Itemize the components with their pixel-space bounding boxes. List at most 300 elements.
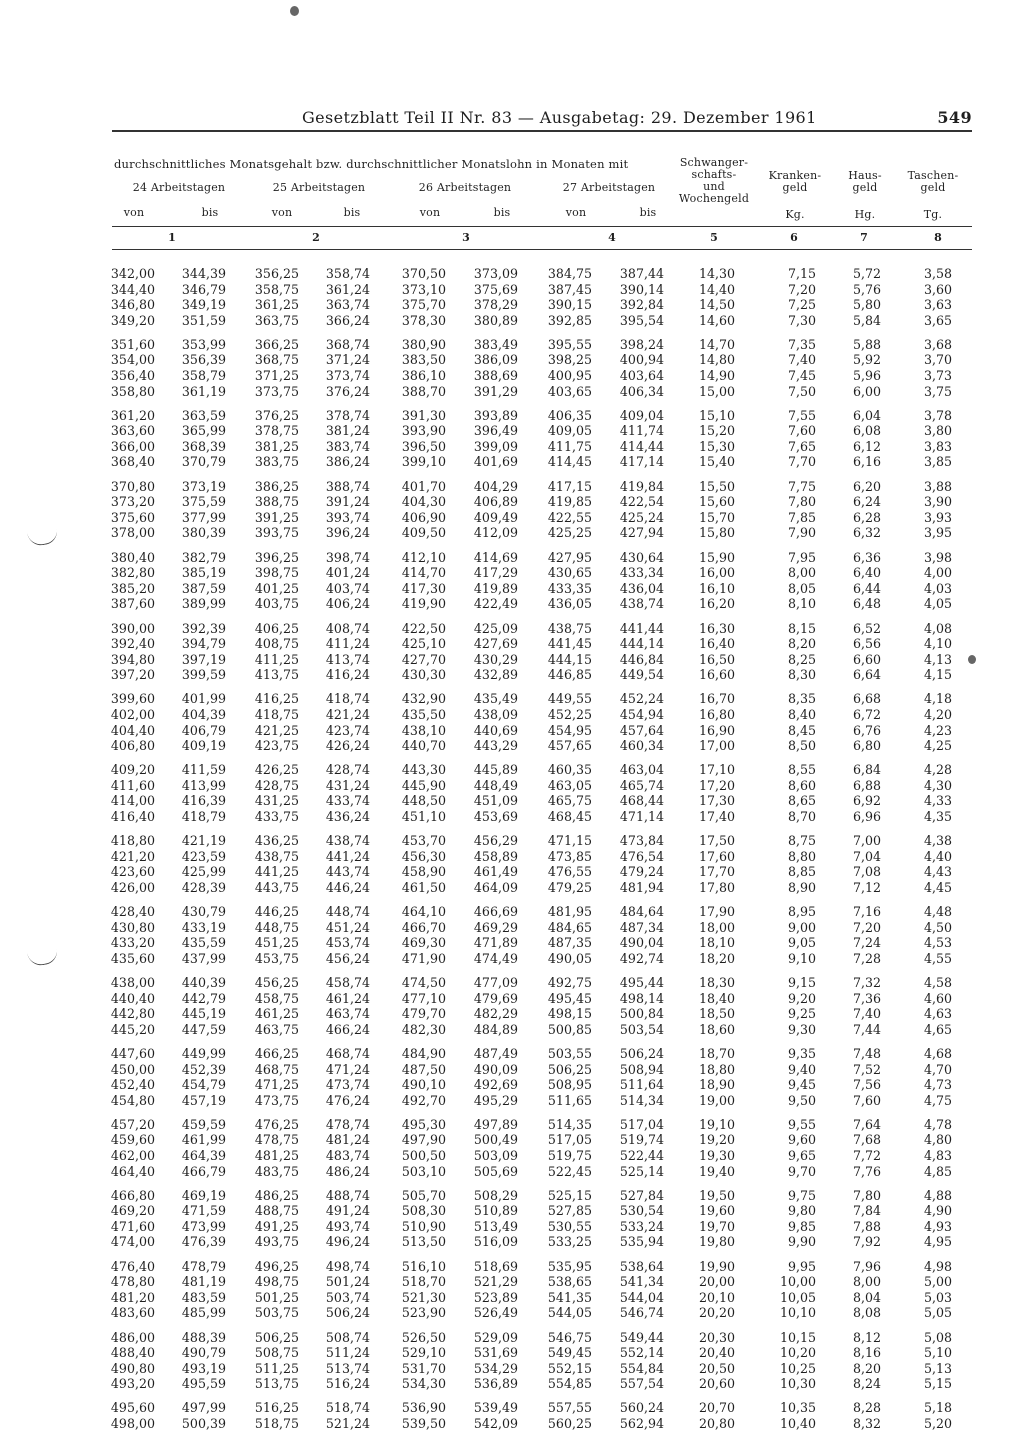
cell-bis-24: 373,19 <box>181 478 226 494</box>
cell-bis-26: 500,49 <box>473 1132 518 1148</box>
cell-taschen-geld: 4,95 <box>923 1234 952 1250</box>
cell-bis-24: 469,19 <box>181 1187 226 1203</box>
cell-bis-24: 365,99 <box>181 423 226 439</box>
cell-taschen-geld: 5,18 <box>923 1400 952 1416</box>
cell-haus-geld: 5,96 <box>852 368 881 383</box>
cell-bis-27: 484,64 <box>619 904 664 920</box>
cell-von-25: 371,25 <box>254 368 299 383</box>
cell-von-25: 506,25 <box>254 1329 299 1345</box>
cell-bis-24: 437,99 <box>181 950 226 966</box>
cell-von-26: 471,90 <box>401 950 446 966</box>
cell-bis-27: 441,44 <box>619 620 664 636</box>
cell-taschen-geld: 3,90 <box>923 494 952 510</box>
cell-von-27: 436,05 <box>547 596 592 612</box>
cell-bis-25: 511,24 <box>325 1345 370 1361</box>
cell-haus-geld: 6,76 <box>852 722 881 738</box>
cell-bis-24: 425,99 <box>181 864 226 880</box>
cell-bis-25: 381,24 <box>325 423 370 439</box>
cell-von-26: 456,30 <box>401 848 446 864</box>
cell-von-25: 496,25 <box>254 1258 299 1274</box>
bis-label-3: bis <box>493 206 511 219</box>
cell-kranken-geld: 8,90 <box>787 879 816 895</box>
cell-bis-27: 406,34 <box>619 383 664 399</box>
cell-bis-27: 457,64 <box>619 722 664 738</box>
cell-von-25: 518,75 <box>254 1416 299 1431</box>
cell-bis-24: 385,19 <box>181 565 226 581</box>
cell-schwanger-geld: 15,70 <box>698 509 735 525</box>
cell-von-24: 411,60 <box>110 777 155 793</box>
cell-bis-25: 468,74 <box>325 1045 370 1061</box>
cell-schwanger-geld: 17,60 <box>698 848 735 864</box>
cell-von-26: 451,10 <box>401 808 446 824</box>
cell-schwanger-geld: 14,70 <box>698 336 735 352</box>
cell-schwanger-geld: 19,40 <box>698 1163 735 1179</box>
cell-von-24: 438,00 <box>110 975 155 990</box>
cell-kranken-geld: 7,40 <box>787 352 816 368</box>
cell-schwanger-geld: 15,00 <box>698 383 735 399</box>
cell-taschen-geld: 4,25 <box>923 738 952 754</box>
cell-von-24: 445,20 <box>110 1021 155 1037</box>
cell-kranken-geld: 10,40 <box>779 1416 816 1431</box>
cell-von-26: 383,50 <box>401 352 446 368</box>
cell-von-25: 491,25 <box>254 1218 299 1234</box>
cell-bis-26: 536,89 <box>473 1376 518 1392</box>
cell-bis-27: 541,34 <box>619 1274 664 1290</box>
cell-kranken-geld: 8,40 <box>787 707 816 722</box>
cell-von-24: 416,40 <box>110 808 155 824</box>
cell-taschen-geld: 3,78 <box>923 407 952 423</box>
cell-von-27: 406,35 <box>547 407 592 423</box>
cell-haus-geld: 7,48 <box>852 1045 881 1061</box>
cell-bis-25: 403,74 <box>325 580 370 596</box>
cell-kranken-geld: 7,20 <box>787 281 816 297</box>
tg-label: Tg. <box>923 208 943 221</box>
margin-mark <box>27 528 59 547</box>
cell-von-26: 375,70 <box>401 297 446 313</box>
cell-schwanger-geld: 19,00 <box>698 1092 735 1108</box>
cell-bis-27: 433,34 <box>619 565 664 581</box>
cell-schwanger-geld: 18,60 <box>698 1021 735 1037</box>
cell-haus-geld: 7,12 <box>852 879 881 895</box>
cell-von-25: 406,25 <box>254 620 299 636</box>
cell-von-26: 417,30 <box>401 580 446 596</box>
cell-bis-25: 438,74 <box>325 833 370 849</box>
cell-bis-26: 539,49 <box>473 1400 518 1416</box>
cell-bis-27: 390,14 <box>619 281 664 297</box>
cell-bis-25: 366,24 <box>325 312 370 328</box>
cell-von-24: 344,40 <box>110 281 155 297</box>
cell-taschen-geld: 3,80 <box>923 423 952 439</box>
cell-von-25: 488,75 <box>254 1203 299 1219</box>
cell-von-27: 417,15 <box>547 478 592 494</box>
cell-taschen-geld: 4,30 <box>923 777 952 793</box>
cell-bis-27: 403,64 <box>619 368 664 383</box>
cell-kranken-geld: 9,90 <box>787 1234 816 1250</box>
cell-taschen-geld: 3,85 <box>923 454 952 470</box>
cell-von-27: 492,75 <box>547 975 592 990</box>
cell-bis-26: 453,69 <box>473 808 518 824</box>
cell-bis-25: 408,74 <box>325 620 370 636</box>
cell-bis-25: 483,74 <box>325 1147 370 1163</box>
cell-bis-27: 498,14 <box>619 990 664 1006</box>
cell-von-24: 452,40 <box>110 1077 155 1092</box>
cell-kranken-geld: 9,15 <box>787 975 816 990</box>
cell-von-27: 449,55 <box>547 691 592 707</box>
cell-von-25: 443,75 <box>254 879 299 895</box>
cell-bis-25: 456,24 <box>325 950 370 966</box>
cell-von-25: 363,75 <box>254 312 299 328</box>
cell-schwanger-geld: 20,60 <box>698 1376 735 1392</box>
cell-bis-24: 377,99 <box>181 509 226 525</box>
cell-bis-24: 473,99 <box>181 1218 226 1234</box>
cell-von-27: 503,55 <box>547 1045 592 1061</box>
cell-bis-26: 534,29 <box>473 1360 518 1376</box>
cell-bis-24: 461,99 <box>181 1132 226 1148</box>
cell-von-27: 468,45 <box>547 808 592 824</box>
cell-bis-24: 401,99 <box>181 691 226 707</box>
cell-von-26: 474,50 <box>401 975 446 990</box>
cell-schwanger-geld: 15,20 <box>698 423 735 439</box>
cell-bis-26: 505,69 <box>473 1163 518 1179</box>
cell-taschen-geld: 4,08 <box>923 620 952 636</box>
cell-von-25: 453,75 <box>254 950 299 966</box>
cell-von-26: 443,30 <box>401 762 446 778</box>
cell-kranken-geld: 8,95 <box>787 904 816 920</box>
cell-kranken-geld: 10,10 <box>779 1305 816 1321</box>
cell-von-26: 482,30 <box>401 1021 446 1037</box>
cell-von-24: 462,00 <box>110 1147 155 1163</box>
cell-von-25: 378,75 <box>254 423 299 439</box>
cell-kranken-geld: 10,20 <box>779 1345 816 1361</box>
cell-bis-25: 516,24 <box>325 1376 370 1392</box>
cell-von-26: 432,90 <box>401 691 446 707</box>
cell-bis-24: 423,59 <box>181 848 226 864</box>
cell-bis-26: 510,89 <box>473 1203 518 1219</box>
cell-bis-25: 418,74 <box>325 691 370 707</box>
cell-bis-26: 529,09 <box>473 1329 518 1345</box>
cell-von-27: 433,35 <box>547 580 592 596</box>
cell-von-26: 477,10 <box>401 990 446 1006</box>
kg-label: Kg. <box>785 208 805 221</box>
day-header-25: 25 Arbeitstagen <box>272 181 366 194</box>
cell-bis-25: 373,74 <box>325 368 370 383</box>
cell-von-27: 525,15 <box>547 1187 592 1203</box>
cell-bis-24: 466,79 <box>181 1163 226 1179</box>
cell-kranken-geld: 8,05 <box>787 580 816 596</box>
cell-taschen-geld: 4,35 <box>923 808 952 824</box>
cell-schwanger-geld: 19,50 <box>698 1187 735 1203</box>
margin-dot <box>968 655 976 664</box>
cell-von-24: 404,40 <box>110 722 155 738</box>
cell-taschen-geld: 4,50 <box>923 919 952 935</box>
cell-von-24: 469,20 <box>110 1203 155 1219</box>
cell-von-27: 522,45 <box>547 1163 592 1179</box>
cell-von-24: 418,80 <box>110 833 155 849</box>
cell-bis-27: 425,24 <box>619 509 664 525</box>
cell-von-25: 516,25 <box>254 1400 299 1416</box>
cell-haus-geld: 5,76 <box>852 281 881 297</box>
cell-von-24: 498,00 <box>110 1416 155 1431</box>
cell-bis-26: 396,49 <box>473 423 518 439</box>
cell-von-24: 414,00 <box>110 793 155 809</box>
cell-bis-26: 456,29 <box>473 833 518 849</box>
cell-kranken-geld: 8,65 <box>787 793 816 809</box>
cell-bis-26: 419,89 <box>473 580 518 596</box>
cell-von-27: 476,55 <box>547 864 592 880</box>
cell-bis-25: 521,24 <box>325 1416 370 1431</box>
cell-von-26: 399,10 <box>401 454 446 470</box>
cell-haus-geld: 6,44 <box>852 580 881 596</box>
cell-bis-26: 492,69 <box>473 1077 518 1092</box>
cell-von-24: 375,60 <box>110 509 155 525</box>
cell-von-27: 463,05 <box>547 777 592 793</box>
cell-von-25: 498,75 <box>254 1274 299 1290</box>
cell-bis-24: 454,79 <box>181 1077 226 1092</box>
cell-taschen-geld: 4,53 <box>923 935 952 951</box>
cell-von-25: 431,25 <box>254 793 299 809</box>
cell-bis-27: 535,94 <box>619 1234 664 1250</box>
cell-bis-26: 474,49 <box>473 950 518 966</box>
cell-bis-25: 431,24 <box>325 777 370 793</box>
cell-von-24: 454,80 <box>110 1092 155 1108</box>
cell-von-24: 428,40 <box>110 904 155 920</box>
cell-von-26: 393,90 <box>401 423 446 439</box>
cell-kranken-geld: 8,55 <box>787 762 816 778</box>
day-header-27: 27 Arbeitstagen <box>562 181 656 194</box>
cell-bis-25: 518,74 <box>325 1400 370 1416</box>
cell-von-27: 392,85 <box>547 312 592 328</box>
schwanger-header-2: schafts- <box>691 168 737 181</box>
cell-bis-24: 406,79 <box>181 722 226 738</box>
cell-bis-26: 438,09 <box>473 707 518 722</box>
cell-von-27: 446,85 <box>547 667 592 683</box>
cell-taschen-geld: 4,83 <box>923 1147 952 1163</box>
cell-von-25: 398,75 <box>254 565 299 581</box>
cell-haus-geld: 6,36 <box>852 549 881 565</box>
cell-bis-25: 376,24 <box>325 383 370 399</box>
cell-schwanger-geld: 18,20 <box>698 950 735 966</box>
cell-bis-25: 441,24 <box>325 848 370 864</box>
cell-von-24: 471,60 <box>110 1218 155 1234</box>
cell-schwanger-geld: 16,10 <box>698 580 735 596</box>
cell-bis-25: 361,24 <box>325 281 370 297</box>
cell-bis-27: 522,44 <box>619 1147 664 1163</box>
cell-bis-25: 396,24 <box>325 525 370 541</box>
cell-bis-26: 508,29 <box>473 1187 518 1203</box>
cell-bis-26: 383,49 <box>473 336 518 352</box>
cell-bis-27: 479,24 <box>619 864 664 880</box>
cell-taschen-geld: 4,15 <box>923 667 952 683</box>
cell-haus-geld: 7,04 <box>852 848 881 864</box>
cell-von-26: 427,70 <box>401 651 446 667</box>
cell-schwanger-geld: 17,00 <box>698 738 735 754</box>
cell-taschen-geld: 5,03 <box>923 1289 952 1305</box>
cell-haus-geld: 6,84 <box>852 762 881 778</box>
haus-header-1: Haus- <box>848 169 882 182</box>
cell-von-26: 430,30 <box>401 667 446 683</box>
cell-von-25: 393,75 <box>254 525 299 541</box>
cell-von-24: 380,40 <box>110 549 155 565</box>
cell-kranken-geld: 8,85 <box>787 864 816 880</box>
cell-kranken-geld: 9,40 <box>787 1061 816 1077</box>
cell-bis-26: 422,49 <box>473 596 518 612</box>
cell-bis-25: 486,24 <box>325 1163 370 1179</box>
cell-von-24: 466,80 <box>110 1187 155 1203</box>
cell-schwanger-geld: 15,60 <box>698 494 735 510</box>
cell-bis-27: 560,24 <box>619 1400 664 1416</box>
cell-von-27: 487,35 <box>547 935 592 951</box>
cell-haus-geld: 6,04 <box>852 407 881 423</box>
cell-taschen-geld: 4,58 <box>923 975 952 990</box>
cell-haus-geld: 6,64 <box>852 667 881 683</box>
cell-von-24: 402,00 <box>110 707 155 722</box>
cell-von-26: 500,50 <box>401 1147 446 1163</box>
cell-von-25: 411,25 <box>254 651 299 667</box>
cell-haus-geld: 5,92 <box>852 352 881 368</box>
cell-von-26: 490,10 <box>401 1077 446 1092</box>
cell-bis-27: 452,24 <box>619 691 664 707</box>
cell-bis-26: 406,89 <box>473 494 518 510</box>
cell-haus-geld: 7,76 <box>852 1163 881 1179</box>
cell-bis-26: 451,09 <box>473 793 518 809</box>
cell-schwanger-geld: 15,90 <box>698 549 735 565</box>
cell-bis-27: 438,74 <box>619 596 664 612</box>
day-header-24: 24 Arbeitstagen <box>132 181 226 194</box>
cell-bis-27: 436,04 <box>619 580 664 596</box>
cell-von-25: 481,25 <box>254 1147 299 1163</box>
cell-von-26: 529,10 <box>401 1345 446 1361</box>
cell-von-26: 388,70 <box>401 383 446 399</box>
cell-taschen-geld: 3,68 <box>923 336 952 352</box>
cell-bis-24: 356,39 <box>181 352 226 368</box>
cell-von-27: 425,25 <box>547 525 592 541</box>
cell-taschen-geld: 3,73 <box>923 368 952 383</box>
cell-kranken-geld: 7,15 <box>787 266 816 281</box>
cell-taschen-geld: 5,15 <box>923 1376 952 1392</box>
cell-bis-27: 487,34 <box>619 919 664 935</box>
cell-von-26: 487,50 <box>401 1061 446 1077</box>
cell-von-24: 421,20 <box>110 848 155 864</box>
cell-von-25: 501,25 <box>254 1289 299 1305</box>
cell-schwanger-geld: 15,80 <box>698 525 735 541</box>
cell-schwanger-geld: 20,40 <box>698 1345 735 1361</box>
cell-bis-25: 406,24 <box>325 596 370 612</box>
cell-bis-27: 490,04 <box>619 935 664 951</box>
cell-bis-27: 538,64 <box>619 1258 664 1274</box>
cell-von-27: 395,55 <box>547 336 592 352</box>
column-number-7: 7 <box>860 231 868 244</box>
cell-von-27: 544,05 <box>547 1305 592 1321</box>
cell-bis-27: 517,04 <box>619 1116 664 1132</box>
cell-kranken-geld: 9,95 <box>787 1258 816 1274</box>
cell-haus-geld: 6,32 <box>852 525 881 541</box>
cell-bis-25: 421,24 <box>325 707 370 722</box>
cell-bis-25: 448,74 <box>325 904 370 920</box>
cell-kranken-geld: 9,30 <box>787 1021 816 1037</box>
header-rule <box>112 130 972 132</box>
cell-von-27: 484,65 <box>547 919 592 935</box>
cell-von-26: 396,50 <box>401 438 446 454</box>
cell-bis-26: 393,89 <box>473 407 518 423</box>
cell-von-25: 366,25 <box>254 336 299 352</box>
cell-von-27: 427,95 <box>547 549 592 565</box>
cell-bis-24: 497,99 <box>181 1400 226 1416</box>
cell-haus-geld: 6,68 <box>852 691 881 707</box>
cell-bis-26: 497,89 <box>473 1116 518 1132</box>
cell-von-27: 495,45 <box>547 990 592 1006</box>
cell-haus-geld: 7,80 <box>852 1187 881 1203</box>
cell-taschen-geld: 3,63 <box>923 297 952 313</box>
cell-haus-geld: 7,84 <box>852 1203 881 1219</box>
cell-von-24: 349,20 <box>110 312 155 328</box>
cell-bis-25: 393,74 <box>325 509 370 525</box>
cell-von-26: 414,70 <box>401 565 446 581</box>
cell-bis-24: 464,39 <box>181 1147 226 1163</box>
cell-schwanger-geld: 16,30 <box>698 620 735 636</box>
cell-haus-geld: 8,16 <box>852 1345 881 1361</box>
cell-von-25: 456,25 <box>254 975 299 990</box>
cell-taschen-geld: 4,45 <box>923 879 952 895</box>
cell-bis-25: 503,74 <box>325 1289 370 1305</box>
cell-taschen-geld: 4,00 <box>923 565 952 581</box>
cell-schwanger-geld: 17,90 <box>698 904 735 920</box>
cell-schwanger-geld: 16,80 <box>698 707 735 722</box>
cell-bis-25: 386,24 <box>325 454 370 470</box>
cell-bis-24: 500,39 <box>181 1416 226 1431</box>
cell-kranken-geld: 10,25 <box>779 1360 816 1376</box>
cell-von-27: 530,55 <box>547 1218 592 1234</box>
cell-von-27: 490,05 <box>547 950 592 966</box>
cell-von-25: 486,25 <box>254 1187 299 1203</box>
cell-kranken-geld: 7,45 <box>787 368 816 383</box>
column-number-divider <box>112 249 972 250</box>
column-number-1: 1 <box>168 231 176 244</box>
cell-kranken-geld: 7,35 <box>787 336 816 352</box>
taschen-header-2: geld <box>920 181 946 194</box>
cell-von-26: 466,70 <box>401 919 446 935</box>
cell-von-26: 508,30 <box>401 1203 446 1219</box>
cell-von-27: 454,95 <box>547 722 592 738</box>
cell-taschen-geld: 4,48 <box>923 904 952 920</box>
cell-von-24: 423,60 <box>110 864 155 880</box>
cell-bis-24: 433,19 <box>181 919 226 935</box>
cell-von-24: 483,60 <box>110 1305 155 1321</box>
cell-schwanger-geld: 17,40 <box>698 808 735 824</box>
cell-von-25: 396,25 <box>254 549 299 565</box>
cell-von-25: 463,75 <box>254 1021 299 1037</box>
cell-von-24: 474,00 <box>110 1234 155 1250</box>
cell-bis-24: 478,79 <box>181 1258 226 1274</box>
cell-von-27: 517,05 <box>547 1132 592 1148</box>
cell-schwanger-geld: 16,20 <box>698 596 735 612</box>
cell-von-27: 387,45 <box>547 281 592 297</box>
cell-bis-27: 398,24 <box>619 336 664 352</box>
cell-bis-26: 432,89 <box>473 667 518 683</box>
cell-bis-26: 409,49 <box>473 509 518 525</box>
cell-von-27: 498,15 <box>547 1006 592 1022</box>
cell-von-24: 435,60 <box>110 950 155 966</box>
cell-bis-25: 506,24 <box>325 1305 370 1321</box>
cell-von-26: 406,90 <box>401 509 446 525</box>
cell-bis-25: 413,74 <box>325 651 370 667</box>
cell-schwanger-geld: 14,40 <box>698 281 735 297</box>
cell-bis-24: 349,19 <box>181 297 226 313</box>
cell-taschen-geld: 5,00 <box>923 1274 952 1290</box>
cell-haus-geld: 6,96 <box>852 808 881 824</box>
cell-haus-geld: 7,72 <box>852 1147 881 1163</box>
header-title: Gesetzblatt Teil II Nr. 83 — Ausgabetag: 29. Dezember 1961 <box>302 108 817 127</box>
cell-von-25: 368,75 <box>254 352 299 368</box>
